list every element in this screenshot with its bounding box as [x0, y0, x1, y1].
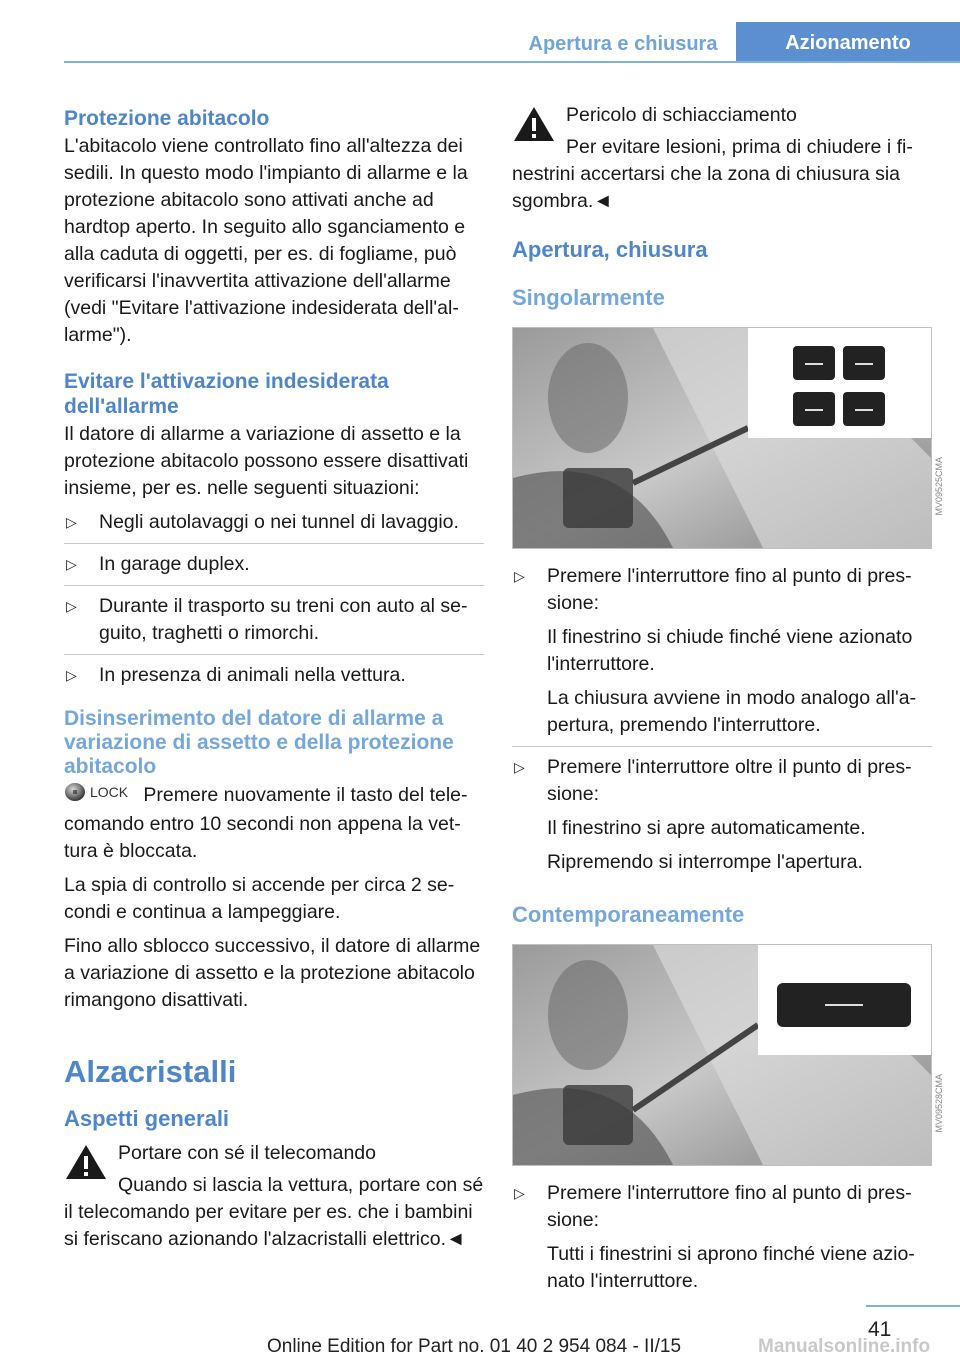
page-number: 41 — [868, 1318, 892, 1341]
image-single-switches — [512, 327, 944, 549]
avoid-alarm-list — [64, 509, 484, 689]
list-item: ▷ In presenza di animali nella vettura. — [64, 662, 484, 689]
bullet-icon: ▷ — [66, 667, 77, 683]
warning-text: Quando si lascia la vettura, portare con sé il telecomando per evitare per es. che i bambini si feriscano azionando l'alzacristalli elettrico.◄ — [64, 1174, 484, 1250]
list-separator — [64, 585, 484, 586]
heading-avoid-alarm: Evitare l'attivazione indesiderata dell'allarme — [64, 370, 389, 418]
warning-note-pinch — [512, 102, 932, 215]
edition-note: Online Edition for Part no. 01 40 2 954 084 - II/15 — [266, 1336, 682, 1357]
bullet-icon: ▷ — [66, 514, 77, 530]
heading-interior-protection: Protezione abitacolo — [64, 107, 270, 130]
bullet-icon: ▷ — [66, 556, 77, 572]
list-item: ▷ Premere l'interruttore fino al punto di pressione: Il finestrino si chiude finché viene azionato l'interruttore. La chiusura avviene in modo analogo all'apertura, premendo l'interruttore. — [514, 565, 917, 736]
heading-individually: Singolarmente — [512, 285, 665, 310]
heading-simultaneously: Contemporaneamente — [512, 902, 745, 927]
watermark: Manualsonline.info — [758, 1336, 931, 1357]
image-code: MV09528CMA — [934, 1074, 944, 1133]
list-item: ▷ Premere l'interruttore oltre il punto di pressione: Il finestrino si apre automaticamente. Ripremendo si interrompe l'apertura. — [514, 756, 912, 873]
heading-open-close: Apertura, chiusura — [512, 237, 708, 262]
right-column — [512, 100, 944, 1302]
bullet-icon: ▷ — [514, 1185, 525, 1201]
image-code: MV09525CMA — [934, 457, 944, 516]
warning-text: Per evitare lesioni, prima di chiudere i finestrini accertarsi che la zona di chiusura sia sgombra.◄ — [512, 136, 913, 212]
image-master-switch — [512, 944, 944, 1166]
warning-icon — [64, 1142, 108, 1182]
multi-steps-list — [512, 1180, 932, 1295]
chapter-tab: Azionamento — [736, 22, 960, 63]
heading-disable-alarm: Disinserimento del datore di allarme a variazione di assetto e della protezione abitacolo — [64, 707, 454, 778]
list-separator — [512, 746, 932, 747]
single-steps-list — [512, 563, 932, 876]
list-separator — [64, 654, 484, 655]
bullet-icon: ▷ — [514, 759, 525, 775]
paragraph-indicator: La spia di controllo si accende per circa 2 secondi e continua a lampeggiare. — [64, 874, 455, 923]
list-item: ▷ Premere l'interruttore fino al punto di pressione: Tutti i finestrini si aprono finché viene azionato l'interruttore. — [514, 1182, 915, 1292]
heading-general: Aspetti generali — [64, 1106, 230, 1131]
section-title: Apertura e chiusura — [528, 33, 718, 55]
list-item: ▷ In garage duplex. — [64, 551, 484, 578]
paragraph-disable-alarm: LOCK Premere nuovamente il tasto del telecomando entro 10 secondi non appena la vettura è bloccata. — [64, 781, 484, 865]
door-switch-photo — [512, 327, 932, 549]
header-rule — [64, 61, 960, 63]
list-item: ▷ Negli autolavaggi o nei tunnel di lavaggio. — [64, 509, 484, 536]
bullet-icon: ▷ — [66, 598, 77, 614]
warning-title: Pericolo di schiacciamento — [566, 104, 797, 126]
list-separator — [64, 543, 484, 544]
warning-icon — [512, 104, 556, 144]
lock-key-icon — [64, 781, 138, 811]
left-column — [64, 100, 484, 1260]
footer-rule — [866, 1305, 960, 1307]
paragraph-interior-protection: L'abitacolo viene controllato fino all'altezza dei sedili. In questo modo l'impianto di allarme e la protezione abitacolo sono attivati anche ad hardtop aperto. In seguito allo sganciamento e alla caduta di oggetti, per es. di fogliame, può verificarsi l'inavvertita attivazione dell'allarme (vedi "Evitare l'attivazione indesiderata dell'allarme"). — [64, 135, 468, 346]
paragraph-avoid-alarm: Il datore di allarme a variazione di assetto e la protezione abitacolo possono essere disattivati insieme, per es. nelle seguenti situazioni: — [64, 423, 469, 499]
warning-note-remote — [64, 1140, 484, 1253]
warning-title: Portare con sé il telecomando — [118, 1142, 376, 1164]
bullet-icon: ▷ — [514, 568, 525, 584]
heading-power-windows: Alzacristalli — [64, 1054, 237, 1089]
door-switch-photo — [512, 944, 932, 1166]
paragraph-until-unlock: Fino allo sblocco successivo, il datore di allarme a variazione di assetto e la protezione abitacolo rimangono disattivati. — [64, 935, 481, 1011]
list-item: ▷ Durante il trasporto su treni con auto al seguito, traghetti o rimorchi. — [66, 595, 468, 644]
svg-text:LOCK: LOCK — [90, 784, 129, 800]
